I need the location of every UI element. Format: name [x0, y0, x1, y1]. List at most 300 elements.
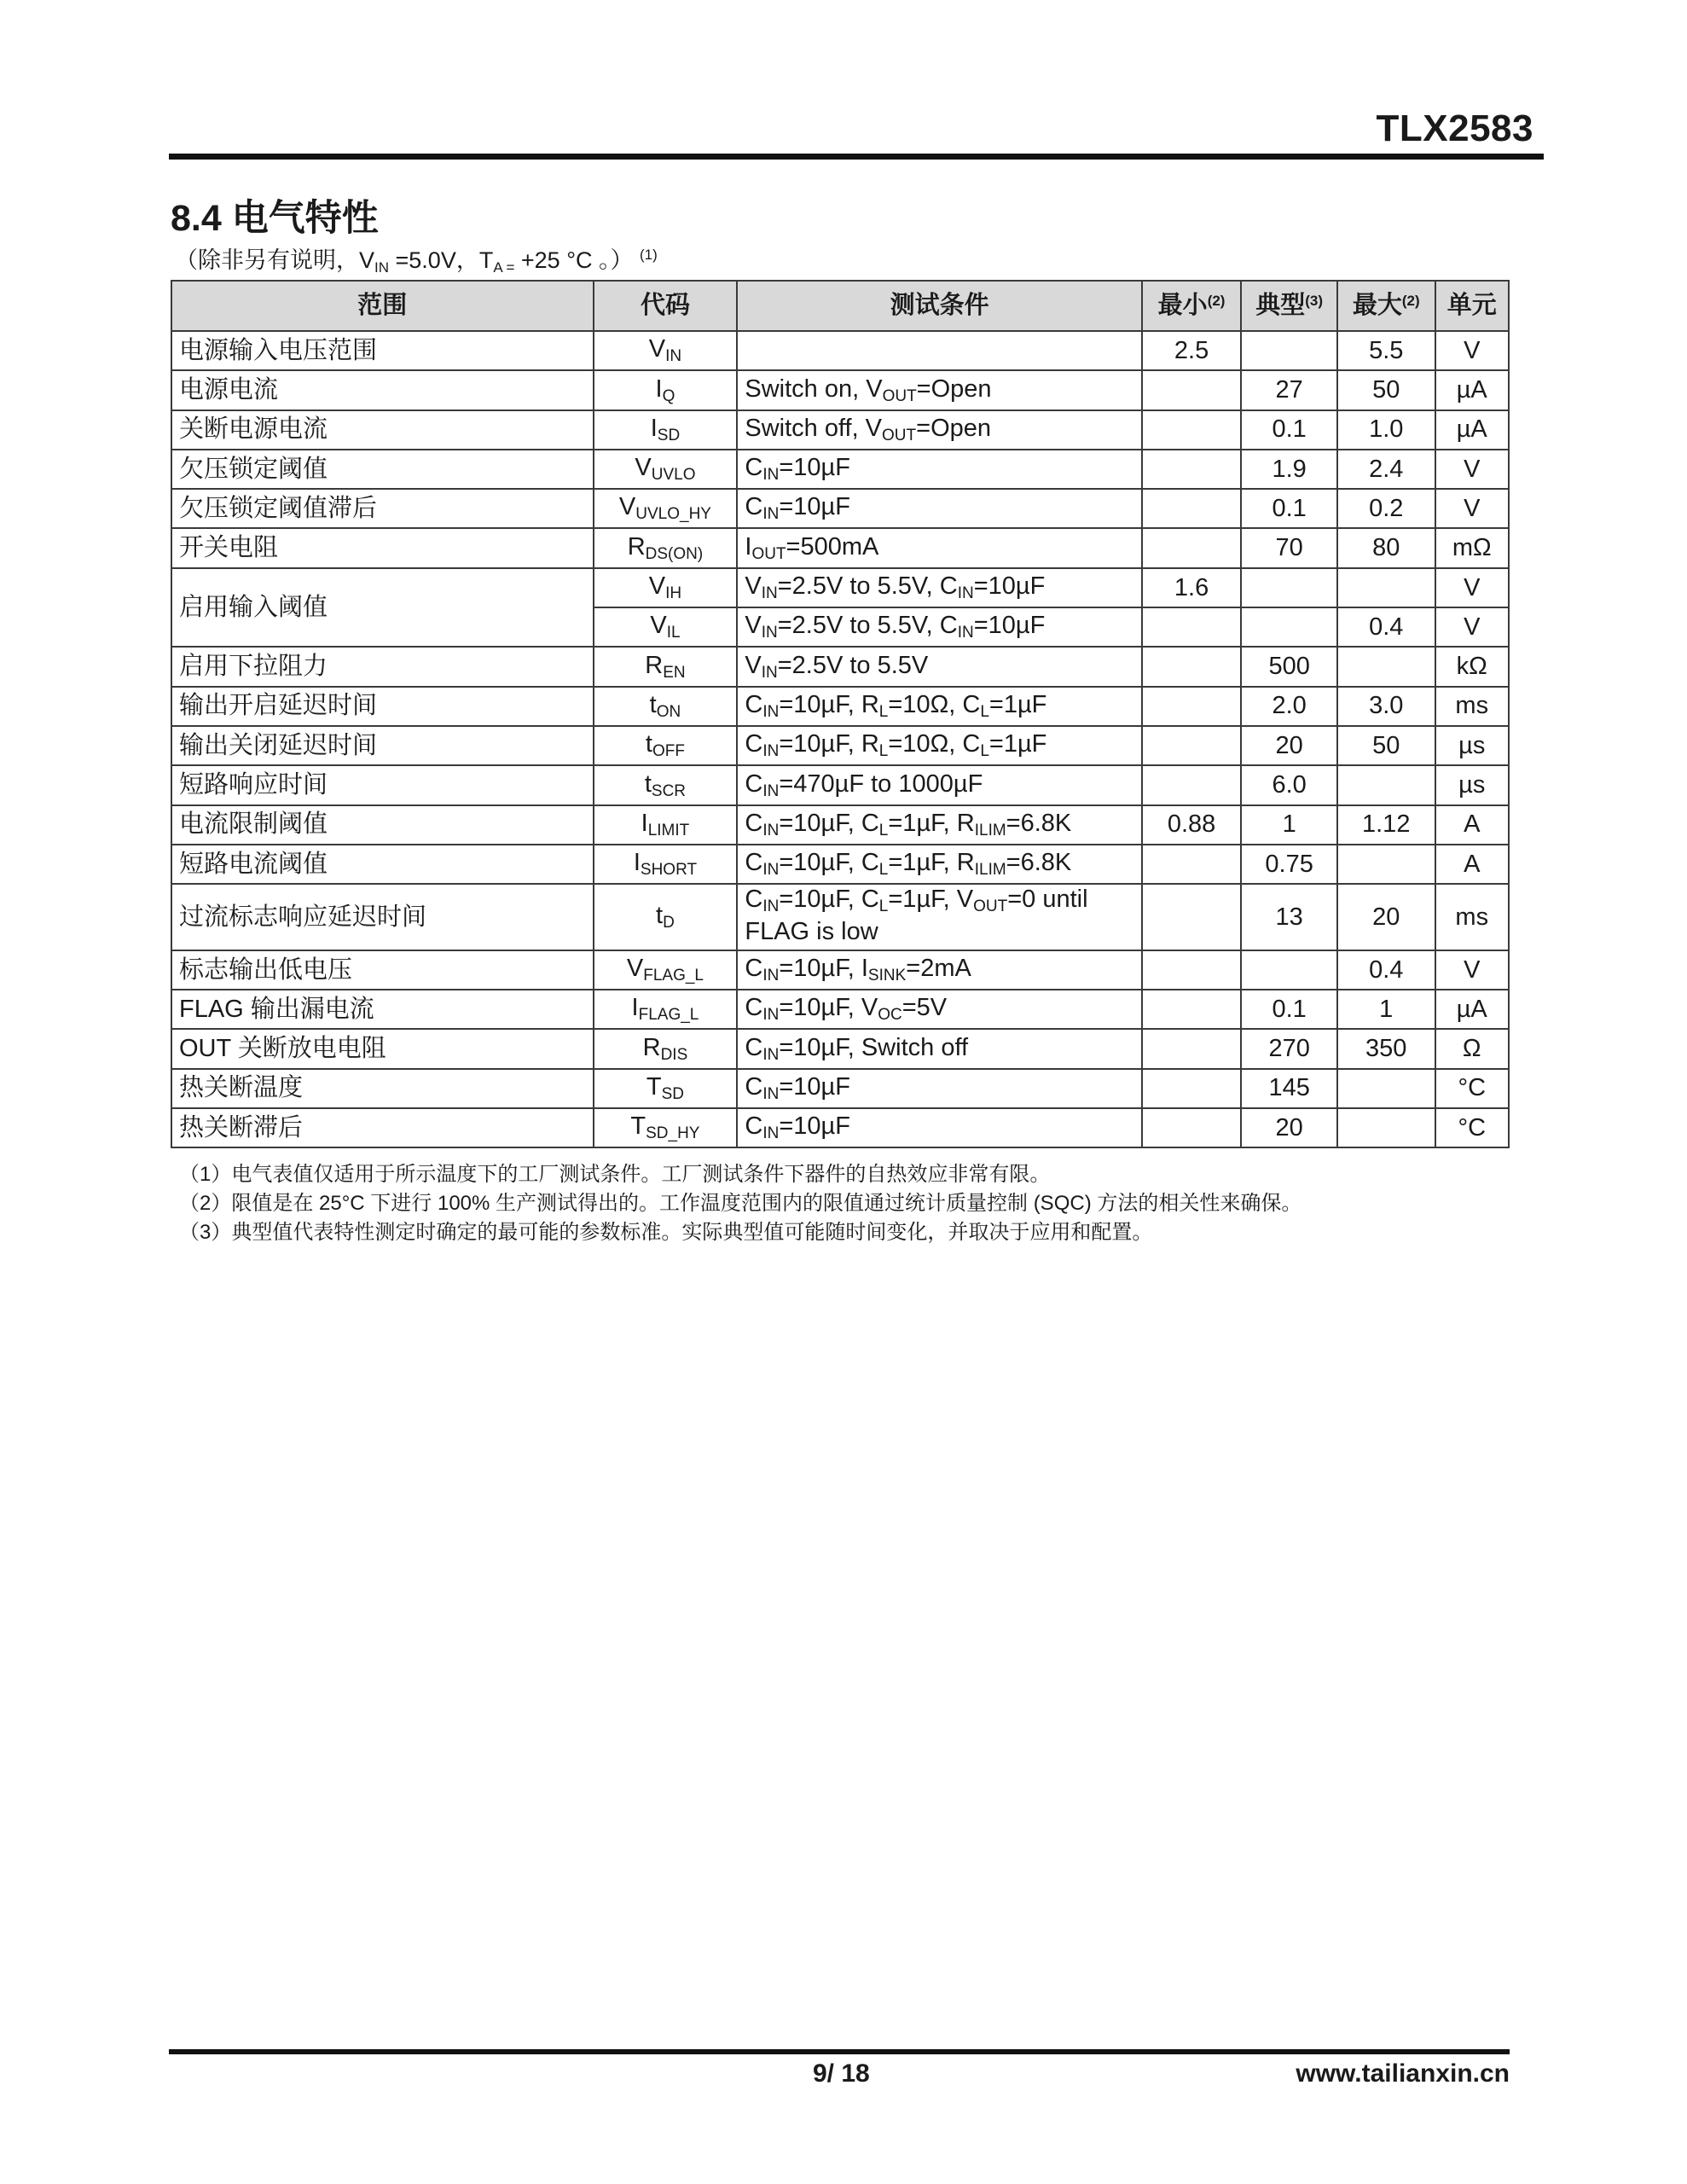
condition-subscript: IN	[761, 624, 778, 642]
table-row	[171, 845, 1509, 884]
electrical-characteristics-table	[171, 280, 1510, 1148]
cell-max: 80	[1337, 528, 1435, 567]
cell-min	[1142, 370, 1242, 410]
cell-unit: µA	[1435, 410, 1509, 450]
cell-typ: 13	[1241, 884, 1337, 950]
cell-symbol	[594, 1029, 738, 1068]
table-row	[171, 1069, 1509, 1108]
cell-parameter: 输出开启延迟时间	[171, 687, 594, 726]
condition-subscript: OUT	[882, 426, 917, 444]
symbol-base: R	[642, 1033, 661, 1061]
cell-symbol	[594, 410, 738, 450]
cell-typ: 0.1	[1241, 410, 1337, 450]
cell-unit: V	[1435, 950, 1509, 990]
cell-typ	[1241, 331, 1337, 370]
cell-parameter: 电流限制阈值	[171, 805, 594, 845]
condition-subscript: IN	[762, 1124, 780, 1143]
symbol-base: V	[626, 955, 644, 982]
condition-subscript: SINK	[867, 967, 907, 985]
cell-conditions	[737, 528, 1141, 567]
cell-conditions	[737, 1029, 1141, 1068]
condition-subscript: IN	[762, 821, 780, 839]
cell-conditions	[737, 726, 1141, 765]
condition-text: =10µF,	[779, 690, 861, 718]
cell-min: 0.88	[1142, 805, 1242, 845]
cell-max: 0.4	[1337, 607, 1435, 647]
condition-text: =10µF,	[779, 849, 861, 877]
condition-subscript: IN	[762, 702, 780, 721]
condition-text: C	[861, 886, 879, 914]
condition-text: C	[745, 955, 763, 982]
condition-text: =10µF	[779, 1112, 850, 1141]
condition-text: C	[745, 730, 763, 758]
cell-unit: °C	[1435, 1069, 1509, 1108]
cell-typ: 145	[1241, 1069, 1337, 1108]
symbol-subscript: UVLO	[651, 466, 696, 485]
cell-max: 50	[1337, 726, 1435, 765]
cell-unit: A	[1435, 805, 1509, 845]
table-row	[171, 726, 1509, 765]
condition-subscript: L	[878, 742, 889, 761]
cell-unit: Ω	[1435, 1029, 1509, 1068]
symbol-subscript: EN	[663, 663, 686, 682]
condition-text: =1µF	[988, 690, 1047, 718]
symbol-subscript: FLAG_L	[643, 967, 704, 985]
table-row	[171, 568, 1509, 607]
cell-symbol	[594, 331, 738, 370]
symbol-base: I	[631, 994, 639, 1022]
cell-min	[1142, 1069, 1242, 1108]
symbol-base: I	[650, 414, 658, 442]
cell-max: 20	[1337, 884, 1435, 950]
section-heading: 8.4 电气特性	[171, 198, 379, 239]
table-row	[171, 1029, 1509, 1068]
condition-text: R	[956, 849, 975, 877]
condition-text: =6.8K	[1006, 849, 1072, 877]
symbol-base: R	[645, 651, 664, 679]
condition-text: =10µF,	[779, 886, 861, 914]
condition-ta-value: +25 °C 。）	[514, 247, 634, 273]
cell-min	[1142, 450, 1242, 489]
condition-text: R	[956, 809, 975, 837]
condition-text: C	[745, 1112, 763, 1141]
condition-subscript: OUT	[751, 544, 786, 563]
cell-symbol	[594, 726, 738, 765]
cell-conditions	[737, 410, 1141, 450]
cell-conditions	[737, 450, 1141, 489]
cell-typ: 0.1	[1241, 489, 1337, 528]
table-header-row	[171, 281, 1509, 331]
condition-subscript: ILIM	[974, 861, 1006, 880]
cell-unit: °C	[1435, 1108, 1509, 1147]
cell-symbol	[594, 528, 738, 567]
header-typ-label: 典型	[1255, 292, 1306, 320]
condition-text: C	[861, 809, 879, 837]
footnote-1: （1）电气表值仅适用于所示温度下的工厂测试条件。工厂测试条件下器件的自热效应非常有限。	[179, 1163, 1051, 1186]
condition-subscript: IN	[762, 897, 780, 916]
cell-max: 1	[1337, 990, 1435, 1029]
condition-text: C	[745, 770, 763, 798]
cell-min	[1142, 528, 1242, 567]
cell-min	[1142, 647, 1242, 686]
condition-subscript: IN	[762, 742, 780, 761]
symbol-subscript: IL	[666, 624, 681, 642]
cell-unit: V	[1435, 568, 1509, 607]
cell-parameter: 启用输入阈值	[171, 568, 594, 648]
table-row	[171, 765, 1509, 804]
cell-min	[1142, 726, 1242, 765]
condition-subscript: IN	[957, 584, 974, 603]
condition-text: =470µF to 1000µF	[779, 770, 983, 798]
condition-text: V	[861, 994, 878, 1022]
condition-subscript: IN	[762, 505, 780, 524]
cell-typ: 1	[1241, 805, 1337, 845]
table-row	[171, 990, 1509, 1029]
cell-typ	[1241, 607, 1337, 647]
condition-vin-sub: IN	[374, 259, 390, 276]
condition-text: C	[745, 690, 763, 718]
condition-text: =2.5V to 5.5V	[777, 651, 929, 679]
header-min-ref: (2)	[1207, 293, 1226, 310]
cell-symbol	[594, 950, 738, 990]
cell-parameter: FLAG 输出漏电流	[171, 990, 594, 1029]
cell-symbol	[594, 845, 738, 884]
symbol-subscript: IN	[665, 347, 682, 366]
table-row	[171, 647, 1509, 686]
cell-max: 0.2	[1337, 489, 1435, 528]
table-row	[171, 450, 1509, 489]
cell-min	[1142, 607, 1242, 647]
cell-unit: kΩ	[1435, 647, 1509, 686]
page-number: 9/ 18	[813, 2059, 870, 2088]
header-divider	[169, 154, 1544, 160]
cell-conditions	[737, 647, 1141, 686]
condition-text: =10µF	[779, 493, 850, 521]
cell-symbol	[594, 1108, 738, 1147]
cell-symbol	[594, 370, 738, 410]
header-typ	[1241, 281, 1337, 331]
cell-max: 2.4	[1337, 450, 1435, 489]
symbol-subscript: OFF	[652, 742, 685, 761]
cell-parameter: 输出关闭延迟时间	[171, 726, 594, 765]
symbol-base: T	[630, 1112, 646, 1141]
cell-max: 350	[1337, 1029, 1435, 1068]
condition-text: =5V	[901, 994, 948, 1022]
cell-unit: V	[1435, 607, 1509, 647]
symbol-base: I	[641, 809, 648, 837]
condition-subscript: OC	[878, 1006, 902, 1025]
cell-unit: V	[1435, 450, 1509, 489]
condition-note	[175, 241, 658, 276]
cell-conditions	[737, 990, 1141, 1029]
condition-vin-value: =5.0V，T	[389, 247, 494, 273]
cell-conditions	[737, 884, 1141, 950]
cell-symbol	[594, 568, 738, 607]
condition-subscript: ILIM	[974, 821, 1006, 839]
condition-text: R	[861, 730, 879, 758]
condition-text: C	[962, 690, 981, 718]
condition-subscript: L	[878, 897, 889, 916]
condition-text: C	[745, 886, 763, 914]
table-row	[171, 528, 1509, 567]
symbol-subscript: SCR	[651, 781, 687, 800]
symbol-subscript: LIMIT	[647, 821, 690, 839]
condition-text: =6.8K	[1006, 809, 1072, 837]
condition-text: C	[745, 1033, 763, 1061]
cell-parameter: 标志输出低电压	[171, 950, 594, 990]
header-max-label: 最大	[1352, 292, 1402, 320]
condition-text: =1µF,	[888, 886, 957, 914]
condition-subscript: IN	[762, 967, 780, 985]
document-title: TLX2583	[1376, 107, 1533, 149]
condition-subscript: L	[878, 821, 889, 839]
condition-text: =10µF,	[779, 955, 861, 982]
cell-max: 1.12	[1337, 805, 1435, 845]
cell-symbol	[594, 884, 738, 950]
cell-max: 50	[1337, 370, 1435, 410]
condition-subscript: OUT	[882, 386, 917, 405]
symbol-base: V	[635, 454, 652, 482]
symbol-subscript: UVLO_HY	[635, 505, 711, 524]
condition-text: =10µF,	[779, 994, 861, 1022]
condition-text: =10µF	[779, 454, 850, 482]
condition-text: C	[745, 809, 763, 837]
cell-min	[1142, 845, 1242, 884]
cell-conditions	[737, 1108, 1141, 1147]
symbol-base: t	[645, 730, 652, 758]
symbol-subscript: DS(ON)	[645, 544, 704, 563]
symbol-subscript: Q	[662, 386, 675, 405]
condition-text: I	[745, 532, 752, 561]
cell-min: 1.6	[1142, 568, 1242, 607]
condition-subscript: IN	[762, 781, 780, 800]
cell-min	[1142, 1029, 1242, 1068]
symbol-base: V	[650, 612, 667, 640]
condition-text: V	[745, 651, 762, 679]
header-max	[1337, 281, 1435, 331]
condition-subscript: IN	[762, 1045, 780, 1064]
condition-subscript: IN	[957, 624, 974, 642]
condition-text: C	[962, 730, 981, 758]
condition-text: V	[745, 612, 762, 640]
cell-typ: 70	[1241, 528, 1337, 567]
cell-max	[1337, 568, 1435, 607]
cell-typ	[1241, 568, 1337, 607]
condition-text: C	[939, 612, 958, 640]
condition-text: I	[861, 955, 868, 982]
header-min	[1142, 281, 1242, 331]
symbol-base: I	[655, 375, 663, 403]
footnote-2: （2）限值是在 25°C 下进行 100% 生产测试得出的。工作温度范围内的限值通过统计质量控制 (SQC) 方法的相关性来确保。	[179, 1192, 1302, 1215]
condition-text: C	[745, 454, 763, 482]
footer-divider	[169, 2049, 1510, 2054]
condition-subscript: IN	[761, 584, 778, 603]
symbol-subscript: SHORT	[640, 861, 698, 880]
condition-text: C	[745, 1072, 763, 1101]
table-row	[171, 489, 1509, 528]
cell-typ: 500	[1241, 647, 1337, 686]
cell-min	[1142, 1108, 1242, 1147]
cell-conditions	[737, 607, 1141, 647]
cell-max	[1337, 845, 1435, 884]
condition-text: =Open	[916, 414, 992, 442]
table-row	[171, 950, 1509, 990]
cell-max: 0.4	[1337, 950, 1435, 990]
condition-subscript: IN	[762, 1006, 780, 1025]
symbol-subscript: SD_HY	[646, 1124, 700, 1143]
cell-symbol	[594, 607, 738, 647]
table-row	[171, 687, 1509, 726]
cell-symbol	[594, 805, 738, 845]
condition-prefix: （除非另有说明，V	[175, 247, 375, 273]
condition-text: Switch off, V	[745, 414, 883, 442]
cell-conditions	[737, 805, 1141, 845]
cell-parameter: 欠压锁定阈值	[171, 450, 594, 489]
condition-subscript: OUT	[973, 897, 1008, 916]
condition-text: =Open	[916, 375, 992, 403]
cell-parameter: 短路响应时间	[171, 765, 594, 804]
cell-conditions	[737, 845, 1141, 884]
cell-unit: ms	[1435, 884, 1509, 950]
cell-conditions	[737, 331, 1141, 370]
condition-text: =10µF, Switch off	[779, 1033, 969, 1061]
condition-text: C	[939, 572, 958, 601]
cell-unit: µA	[1435, 370, 1509, 410]
cell-symbol	[594, 1069, 738, 1108]
cell-max	[1337, 647, 1435, 686]
cell-unit: mΩ	[1435, 528, 1509, 567]
cell-symbol	[594, 990, 738, 1029]
table-row	[171, 410, 1509, 450]
condition-text: =10µF,	[779, 809, 861, 837]
condition-text: =0 until	[1007, 886, 1088, 914]
condition-text: =500mA	[786, 532, 879, 561]
cell-unit: V	[1435, 489, 1509, 528]
cell-conditions	[737, 568, 1141, 607]
condition-text: R	[861, 690, 879, 718]
symbol-subscript: SD	[657, 426, 681, 444]
cell-min	[1142, 990, 1242, 1029]
header-min-label: 最小	[1157, 292, 1208, 320]
symbol-subscript: D	[663, 914, 675, 932]
header-unit: 单元	[1435, 281, 1509, 331]
cell-conditions	[737, 765, 1141, 804]
symbol-base: V	[648, 572, 666, 601]
cell-unit: µs	[1435, 726, 1509, 765]
cell-symbol	[594, 647, 738, 686]
condition-text: =1µF,	[888, 809, 957, 837]
cell-typ: 1.9	[1241, 450, 1337, 489]
cell-typ	[1241, 950, 1337, 990]
cell-parameter: 过流标志响应延迟时间	[171, 884, 594, 950]
condition-subscript: L	[980, 702, 989, 721]
cell-unit: A	[1435, 845, 1509, 884]
cell-parameter: 电源电流	[171, 370, 594, 410]
cell-unit: µA	[1435, 990, 1509, 1029]
symbol-base: I	[633, 849, 641, 877]
symbol-subscript: SD	[661, 1084, 684, 1103]
cell-parameter: 电源输入电压范围	[171, 331, 594, 370]
symbol-base: R	[627, 532, 646, 561]
cell-parameter: 短路电流阈值	[171, 845, 594, 884]
symbol-base: t	[656, 902, 664, 930]
cell-max	[1337, 1069, 1435, 1108]
cell-typ: 27	[1241, 370, 1337, 410]
condition-text: FLAG is low	[745, 917, 878, 945]
symbol-base: V	[618, 493, 636, 521]
condition-text: Switch on, V	[745, 375, 883, 403]
condition-text: =10µF,	[779, 730, 861, 758]
symbol-subscript: ON	[656, 702, 681, 721]
symbol-subscript: FLAG_L	[638, 1006, 699, 1025]
table-row	[171, 370, 1509, 410]
condition-subscript: IN	[762, 861, 780, 880]
symbol-base: V	[648, 335, 666, 363]
cell-symbol	[594, 687, 738, 726]
table-row	[171, 331, 1509, 370]
condition-text: =1µF,	[888, 849, 957, 877]
cell-conditions	[737, 687, 1141, 726]
header-symbol: 代码	[594, 281, 738, 331]
cell-conditions	[737, 489, 1141, 528]
cell-parameter: 热关断滞后	[171, 1108, 594, 1147]
cell-min	[1142, 410, 1242, 450]
header-typ-ref: (3)	[1305, 293, 1324, 310]
cell-parameter: 关断电源电流	[171, 410, 594, 450]
cell-min	[1142, 489, 1242, 528]
cell-typ: 270	[1241, 1029, 1337, 1068]
cell-typ: 20	[1241, 726, 1337, 765]
cell-parameter: 开关电阻	[171, 528, 594, 567]
header-parameter: 范围	[171, 281, 594, 331]
cell-unit: V	[1435, 331, 1509, 370]
cell-max	[1337, 765, 1435, 804]
condition-text: C	[745, 994, 763, 1022]
cell-parameter: 启用下拉阻力	[171, 647, 594, 686]
cell-min	[1142, 687, 1242, 726]
condition-text: C	[745, 849, 763, 877]
footnotes	[179, 1160, 1301, 1247]
header-max-ref: (2)	[1401, 293, 1420, 310]
website-url: www.tailianxin.cn	[1296, 2059, 1510, 2088]
condition-text: =10µF	[779, 1072, 850, 1101]
footnote-3: （3）典型值代表特性测定时确定的最可能的参数标准。实际典型值可能随时间变化，并取决于应用和配置。	[179, 1221, 1153, 1244]
cell-min	[1142, 884, 1242, 950]
cell-parameter: OUT 关断放电电阻	[171, 1029, 594, 1068]
condition-text: =10µF	[973, 572, 1046, 601]
cell-min	[1142, 950, 1242, 990]
cell-min: 2.5	[1142, 331, 1242, 370]
condition-subscript: IN	[761, 663, 778, 682]
condition-subscript: L	[980, 742, 989, 761]
cell-typ: 20	[1241, 1108, 1337, 1147]
condition-text: =10µF	[973, 612, 1046, 640]
condition-subscript: IN	[762, 466, 780, 485]
symbol-base: t	[649, 690, 657, 718]
condition-text: V	[745, 572, 762, 601]
cell-symbol	[594, 450, 738, 489]
condition-subscript: L	[878, 861, 889, 880]
cell-unit: ms	[1435, 687, 1509, 726]
table-row	[171, 884, 1509, 950]
cell-symbol	[594, 489, 738, 528]
condition-subscript: L	[878, 702, 889, 721]
condition-text: =2.5V to 5.5V,	[777, 612, 940, 640]
table-body	[171, 331, 1509, 1147]
header-conditions: 测试条件	[737, 281, 1141, 331]
condition-text: =1µF	[988, 730, 1047, 758]
table-row	[171, 805, 1509, 845]
